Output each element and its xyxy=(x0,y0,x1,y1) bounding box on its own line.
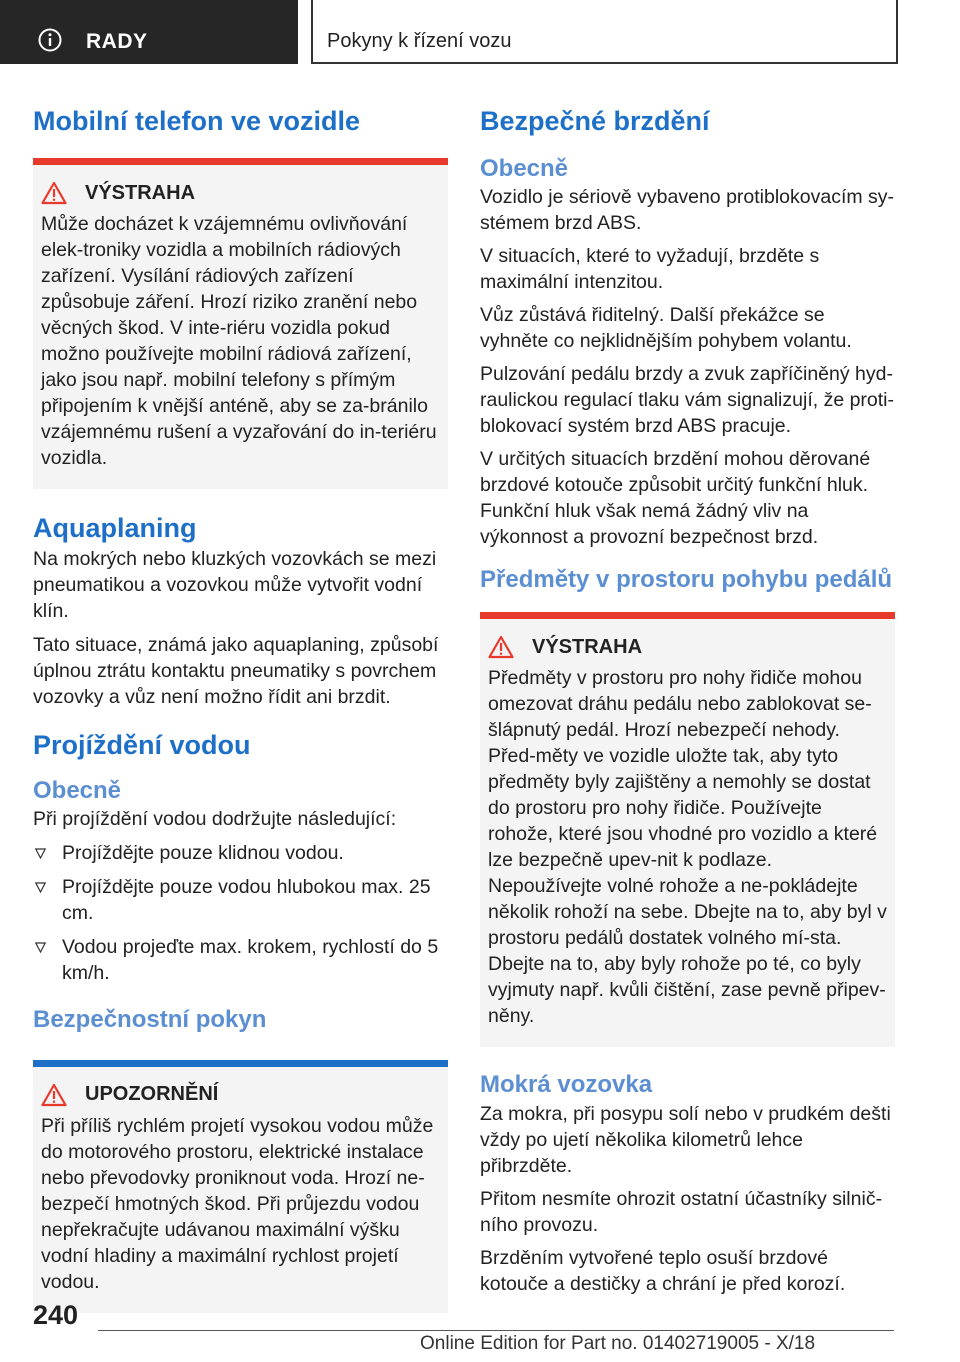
left-column xyxy=(33,98,448,1313)
header-chapter-box xyxy=(311,0,898,64)
notice-label: UPOZORNĚNÍ xyxy=(85,1083,219,1106)
warning-text: Může docházet k vzájemnému ovlivňování elek-troniky vozidla a mobilních rádiových zařízení. Vysílání rádiových zařízení způsobuje záření. Hrozí riziko zranění nebo věcných škod. V inte-riéru vozidla pokud možno používejte mobilní rádiová zařízení, jako jsou např. mobilní telefony s přímým připojením k vnější anténě, aby se za-bránilo vzájemnému rušení a vyzařování do in-teriéru vozidla. xyxy=(41,213,437,470)
header-chapter-label: Pokyny k řízení vozu xyxy=(327,30,512,52)
pedal-warning-box xyxy=(480,612,895,1047)
braking-paragraph-1: Vozidlo je sériově vybaveno protiblokovacím sy-stémem brzd ABS. xyxy=(480,186,895,235)
water-bullet-list xyxy=(33,840,448,986)
braking-paragraph-2: V situacích, které to vyžadují, brzděte s maximální intenzitou. xyxy=(480,245,820,294)
caution-triangle-icon xyxy=(41,1083,67,1107)
braking-paragraph-5: V určitých situacích brzdění mohou děrované brzdové kotouče způsobit určitý funkční hluk. Funkční hluk však nemá žádný vliv na výkonnost a provozní bezpečnost brzd. xyxy=(480,448,871,549)
braking-general-subheading: Obecně xyxy=(480,155,569,183)
wet-road-paragraph-2: Přitom nesmíte ohrozit ostatní účastníky silnič-ního provozu. xyxy=(480,1187,883,1236)
page-number: 240 xyxy=(33,1300,79,1330)
bullet-triangle-icon xyxy=(35,942,46,953)
footer-divider xyxy=(98,1330,894,1331)
braking-paragraph-3: Vůz zůstává řiditelný. Další překážce se vyhněte co nejklidnějším pohybem volantu. xyxy=(480,304,852,353)
list-item-text: Vodou projeďte max. krokem, rychlostí do 5 km/h. xyxy=(62,936,439,985)
water-intro: Při projíždění vodou dodržujte následující: xyxy=(33,808,397,831)
list-item-text: Projíždějte pouze vodou hlubokou max. 25 cm. xyxy=(62,876,431,925)
info-icon xyxy=(38,28,62,52)
mobile-phone-heading: Mobilní telefon ve vozidle xyxy=(33,106,361,136)
list-item xyxy=(33,840,448,866)
bullet-triangle-icon xyxy=(35,848,46,859)
warning-triangle-icon xyxy=(488,635,514,659)
wet-road-paragraph-1: Za mokra, při posypu solí nebo v prudkém dešti vždy po ujetí několika kilometrů lehce přibrzděte. xyxy=(480,1102,891,1177)
braking-paragraph-4: Pulzování pedálu brzdy a zvuk zapříčiněný hyd-raulickou regulací tlaku vám signalizují, že proti-blokovací systém brzd ABS pracuje. xyxy=(480,363,895,438)
mobile-warning-box xyxy=(33,158,448,489)
wet-road-heading: Mokrá vozovka xyxy=(480,1071,653,1099)
notice-title xyxy=(33,1083,448,1107)
safety-notice-box xyxy=(33,1060,448,1313)
aquaplaning-paragraph-2: Tato situace, známá jako aquaplaning, způsobí úplnou ztrátu kontaktu pneumatiky s povrchem vozovky a vůz není možno řídit ani brzdit. xyxy=(33,634,439,709)
list-item xyxy=(33,934,448,986)
aquaplaning-paragraph-1: Na mokrých nebo kluzkých vozovkách se mezi pneumatikou a vozovkou může vytvořit vodní klín. xyxy=(33,548,437,623)
page-header xyxy=(0,0,960,66)
safe-braking-heading: Bezpečné brzdění xyxy=(480,106,710,136)
header-section-label: RADY xyxy=(86,30,148,53)
pedal-objects-heading: Předměty v prostoru pohybu pedálů xyxy=(480,566,893,594)
bullet-triangle-icon xyxy=(35,882,46,893)
water-general-subheading: Obecně xyxy=(33,777,122,805)
list-item-text: Projíždějte pouze klidnou vodou. xyxy=(62,842,344,865)
warning-text: Předměty v prostoru pro nohy řidiče mohou omezovat dráhu pedálu nebo zablokovat se-šlápnutý pedál. Hrozí nebezpečí nehody. Před-měty ve vozidle uložte tak, aby tyto předměty byly zajištěny a nemohly se dostat do prostoru pro nohy řidiče. Používejte rohože, které jsou vhodné pro vozidlo a které lze bezpečně upev-nit k podlaze. Nepoužívejte volné rohože a ne-pokládejte několik rohoží na sebe. Dbejte na to, aby byl v prostoru pedálů dostatek volného mí-sta. Dbejte na to, aby byly rohože po té, co byly vyjmuty např. kvůli čištění, zase pevně připev-něny. xyxy=(488,667,887,1028)
safety-note-heading: Bezpečnostní pokyn xyxy=(33,1006,267,1034)
notice-text: Při příliš rychlém projetí vysokou vodou může do motorového prostoru, elektrické instalace nebo převodovky proniknout voda. Hrozí ne-bezpečí hmotných škod. Při průjezdu vodou nepřekračujte udávanou maximální výšku vodní hladiny a maximální rychlost projetí vodou. xyxy=(41,1114,434,1293)
header-section-tab xyxy=(0,0,298,64)
warning-label: VÝSTRAHA xyxy=(85,181,196,204)
aquaplaning-heading: Aquaplaning xyxy=(33,513,197,544)
right-column xyxy=(480,98,895,1297)
list-item xyxy=(33,874,448,926)
footer-edition: Online Edition for Part no. 01402719005 - X/18 xyxy=(420,1333,816,1354)
warning-label: VÝSTRAHA xyxy=(532,635,643,658)
warning-title xyxy=(33,181,448,205)
warning-triangle-icon xyxy=(41,181,67,205)
wet-road-paragraph-3: Brzděním vytvořené teplo osuší brzdové kotouče a destičky a chrání je před korozí. xyxy=(480,1246,846,1295)
water-driving-heading: Projíždění vodou xyxy=(33,730,251,761)
warning-title xyxy=(480,635,895,659)
